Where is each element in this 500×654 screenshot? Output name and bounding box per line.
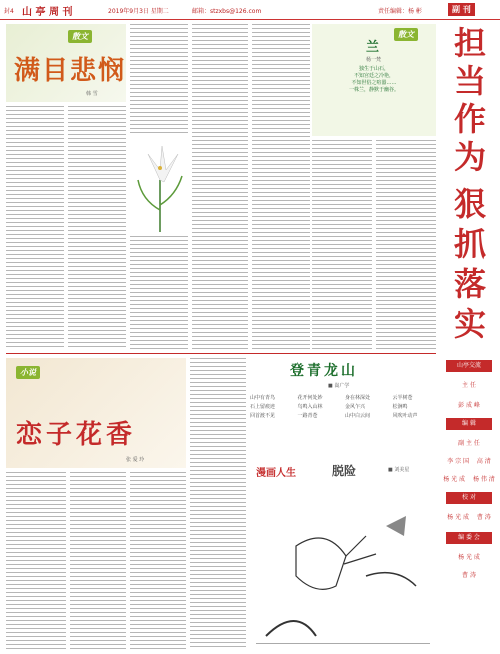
story-col-3 xyxy=(130,472,186,650)
comic-label: 漫画人生 xyxy=(256,468,296,479)
story-banner xyxy=(6,358,186,468)
sidebar-button-editor: 编 辑 xyxy=(446,418,492,430)
comic-author: ■ 刘美星 xyxy=(388,467,410,473)
story-col-2 xyxy=(70,472,126,650)
lily-image xyxy=(132,140,188,232)
essay-col-1 xyxy=(6,106,64,350)
poem-dengshan xyxy=(250,358,436,454)
essay-col-2 xyxy=(68,106,126,350)
poem-lan-tag: 散文 xyxy=(394,28,418,41)
issue-date: 2019年9月3日 星期二 xyxy=(108,8,169,15)
editor: 责任编辑：杨 彬 xyxy=(378,8,422,15)
essay-tag: 散文 xyxy=(68,30,92,43)
story-col-4 xyxy=(190,358,246,650)
poem-lan-box xyxy=(312,24,436,136)
poem-lan-author: 杨一梵 xyxy=(366,57,382,63)
sidebar-header: 山亭交流 xyxy=(446,360,492,372)
sidebar-button-proof: 校 对 xyxy=(446,492,492,504)
sidebar-item-4: 杨 光 成 杨 伟 清 xyxy=(443,476,495,483)
dengshan-lines: 山中有青鸟 花开何处妙 身在林深处 云半树苍 石上留痕迹 鸟鸣入山林 金风乍兴 松涧鸣 回首渡不见 一路青苍 山中白云间 风吹叶动声 xyxy=(250,395,418,419)
story-col-1 xyxy=(6,472,66,650)
comic-title: 脱险 xyxy=(332,464,357,478)
paper-name: 山 亭 周 刊 xyxy=(22,7,73,18)
essay-author: 韩 雪 xyxy=(86,91,98,97)
story-author: 张 爱 玲 xyxy=(126,457,145,463)
poem-lan-title: 兰 xyxy=(366,40,380,55)
page-header xyxy=(0,0,500,20)
sidebar-item-5: 杨 光 成 曹 涛 xyxy=(447,514,491,521)
comic-section xyxy=(250,458,436,650)
sidebar-button-board: 编 委 会 xyxy=(446,532,492,544)
essay-col-3b xyxy=(130,236,188,350)
sidebar-item-0: 主 任 xyxy=(462,382,476,389)
story-tag: 小说 xyxy=(16,366,40,379)
essay-col-4 xyxy=(192,24,248,350)
poem-lan-lines: 独生于山石， 不知宫廷之冷艳， 不知世俗之喧嚣…… 一株兰，静默于幽谷。 xyxy=(348,66,399,93)
sidebar xyxy=(440,360,498,650)
sidebar-item-6: 杨 光 成 xyxy=(458,554,480,561)
dengshan-author: ■ 嵩广学 xyxy=(328,383,350,389)
poem-lan-col-2 xyxy=(376,140,436,350)
banner-top-chars: 担 当 作 为 xyxy=(453,24,486,176)
essay-col-5 xyxy=(252,24,310,350)
dengshan-title: 登青龙山 xyxy=(290,363,358,379)
email: 邮箱：stzxbs@126.com xyxy=(192,8,262,15)
sidebar-item-1: 彭 成 峰 xyxy=(458,402,480,409)
sidebar-item-2: 副 主 任 xyxy=(458,440,480,447)
poem-lan-col-1 xyxy=(312,140,372,350)
story-title: 恋子花香 xyxy=(16,420,137,450)
sidebar-item-3: 李 宗 国 高 清 xyxy=(447,458,491,465)
comic-drawing xyxy=(256,486,430,644)
page-label: 封4 xyxy=(4,8,14,15)
section-tag: 副 刊 xyxy=(448,3,475,16)
sidebar-item-7: 曹 涛 xyxy=(462,572,476,579)
essay-title: 满目悲悯 xyxy=(14,56,127,86)
banner-bottom-chars: 狠 抓 落 实 xyxy=(453,185,486,343)
right-banner xyxy=(444,24,496,352)
essay-banner xyxy=(6,24,126,102)
essay-col-3a xyxy=(130,24,188,134)
divider xyxy=(6,353,436,354)
